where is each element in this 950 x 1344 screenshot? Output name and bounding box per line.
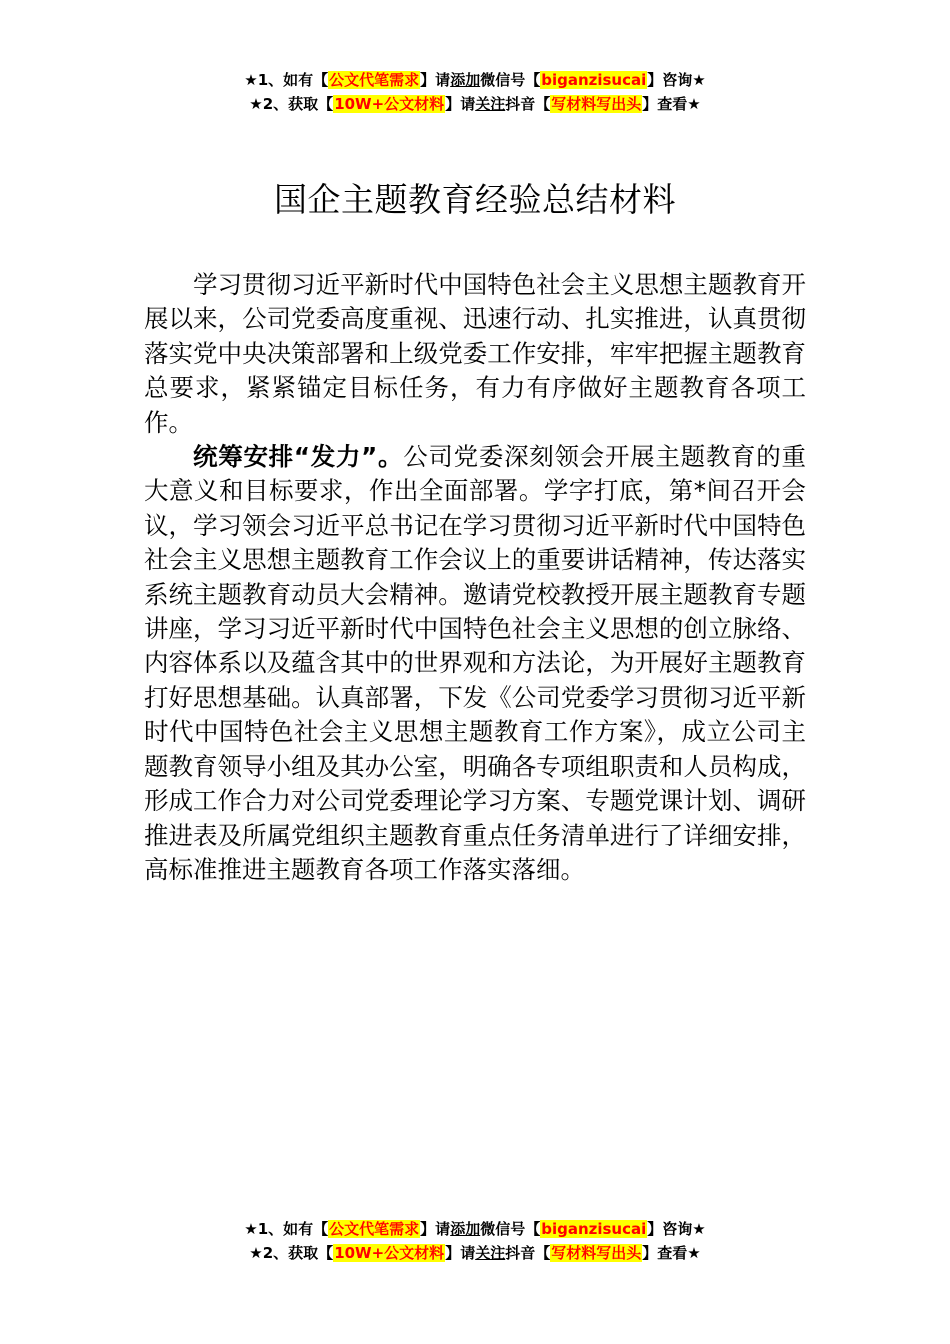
banner-text: 抖音【 — [505, 95, 551, 113]
banner-text: ★2、获取【 — [249, 95, 334, 113]
banner-text: 】查看★ — [642, 1244, 701, 1262]
banner-underlined-text: 关注 — [475, 95, 506, 113]
banner-text: 抖音【 — [505, 1244, 551, 1262]
banner-text: 】请 — [420, 71, 451, 89]
banner-text: 】请 — [445, 95, 476, 113]
banner-text: 微信号【 — [480, 1220, 541, 1238]
banner-text: 】咨询★ — [647, 1220, 706, 1238]
banner-highlight-douyin-account: 写材料写出头 — [551, 95, 642, 113]
banner-highlight-service: 公文代笔需求 — [329, 1220, 420, 1238]
document-title: 国企主题教育经验总结材料 — [274, 180, 676, 219]
banner-underlined-text: 关注 — [475, 1244, 506, 1262]
banner-highlight-service: 公文代笔需求 — [329, 71, 420, 89]
section-body: 公司党委深刻领会开展主题教育的重大意义和目标要求，作出全面部署。学字打底，第*间召开会议，学习领会习近平总书记在学习贯彻习近平新时代中国特色社会主义思想主题教育工作会议上的重要讲话精神，传达落实系统主题教育动员大会精神。邀请党校教授开展主题教育专题讲座，学习习近平新时代中国特色社会主义思想的创立脉络、内容体系以及蕴含其中的世界观和方法论，为开展好主题教育打好思想基础。认真部署，下发《公司党委学习贯彻习近平新时代中国特色社会主义思想主题教育工作方案》，成立公司主题教育领导小组及其办公室，明确各专项组职责和人员构成，形成工作合力对公司党委理论学习方案、专题党课计划、调研推进表及所属党组织主题教育重点任务清单进行了详细安排，高标准推进主题教育各项工作落实落细。 — [144, 442, 806, 884]
banner-line-1 — [0, 1217, 950, 1241]
banner-text: 】查看★ — [642, 95, 701, 113]
intro-paragraph: 学习贯彻习近平新时代中国特色社会主义思想主题教育开展以来，公司党委高度重视、迅速行动、扎实推进，认真贯彻落实党中央决策部署和上级党委工作安排，牢牢把握主题教育总要求，紧紧锚定目标任务，有力有序做好主题教育各项工作。 — [144, 270, 806, 437]
banner-underlined-text: 添加 — [450, 1220, 481, 1238]
section-heading: 统筹安排“发力”。 — [193, 442, 404, 472]
banner-text: 】咨询★ — [647, 71, 706, 89]
banner-text: 微信号【 — [480, 71, 541, 89]
document-body — [144, 268, 806, 887]
banner-highlight-wechat-id: biganzisucai — [541, 71, 647, 89]
banner-line-1 — [0, 68, 950, 92]
banner-highlight-wechat-id: biganzisucai — [541, 1220, 647, 1238]
header-banner — [0, 68, 950, 116]
banner-highlight-douyin-account: 写材料写出头 — [551, 1244, 642, 1262]
banner-line-2 — [0, 92, 950, 116]
banner-underlined-text: 添加 — [450, 71, 481, 89]
footer-banner — [0, 1217, 950, 1265]
banner-text: 】请 — [445, 1244, 476, 1262]
section-paragraph — [144, 440, 806, 887]
banner-text: ★1、如有【 — [244, 1220, 329, 1238]
banner-highlight-materials: 10W+公文材料 — [334, 95, 445, 113]
banner-text: ★1、如有【 — [244, 71, 329, 89]
banner-text: 】请 — [420, 1220, 451, 1238]
banner-line-2 — [0, 1241, 950, 1265]
banner-text: ★2、获取【 — [249, 1244, 334, 1262]
banner-highlight-materials: 10W+公文材料 — [334, 1244, 445, 1262]
